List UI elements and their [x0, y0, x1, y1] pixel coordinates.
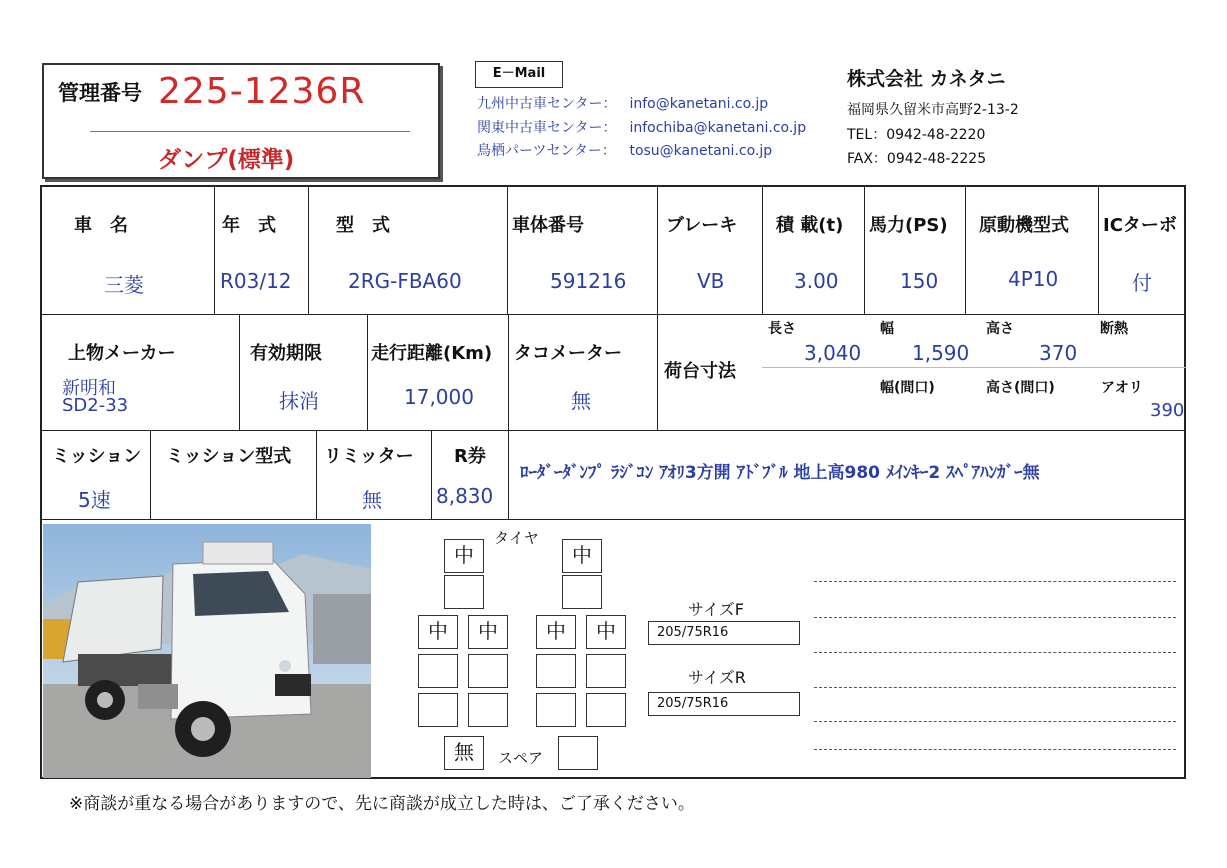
memo-line — [814, 721, 1176, 722]
truck-photo-image — [43, 524, 371, 778]
email-header: E－Mail — [475, 61, 563, 88]
bed-height-label: 高さ — [986, 321, 1014, 337]
company-tel: TEL：0942-48-2220 — [847, 127, 986, 143]
value-body-maker: 新明和 — [62, 378, 116, 399]
bed-length: 3,040 — [804, 341, 862, 365]
tire-rear2-right-outer — [586, 654, 626, 688]
email-center-name: 関東中古車センター： — [477, 120, 617, 136]
header-car-name: 車 名 — [74, 215, 128, 236]
col-divider — [508, 430, 509, 519]
col-divider — [1098, 187, 1099, 314]
tire-front-right-lower — [562, 575, 602, 609]
size-rear-label: サイズR — [688, 668, 746, 687]
bed-length-label: 長さ — [768, 321, 796, 337]
size-front-label: サイズF — [688, 600, 744, 619]
email-center-name: 九州中古車センター： — [477, 96, 617, 112]
header-tachometer: タコメーター — [514, 343, 622, 364]
memo-line — [814, 652, 1176, 653]
col-divider — [657, 314, 658, 430]
tire-rear3-left-outer — [418, 693, 458, 727]
col-divider — [431, 430, 432, 519]
spec-table — [40, 185, 1186, 779]
header-ic-turbo: ICターボ — [1103, 215, 1177, 236]
management-number-label: 管理番号 — [58, 81, 142, 105]
truck-photo — [43, 524, 371, 778]
value-capacity: 3.00 — [794, 269, 839, 293]
bed-aori: 390 — [1150, 400, 1185, 421]
header-transmission: ミッション — [52, 446, 142, 467]
tire-front-left-lower — [444, 575, 484, 609]
col-divider — [864, 187, 865, 314]
company-name: 株式会社 カネタニ — [847, 68, 1006, 90]
header-capacity: 積 載(t) — [776, 215, 844, 236]
bed-height: 370 — [1039, 341, 1078, 365]
col-divider — [367, 314, 368, 430]
tire-rear3-left-inner — [468, 693, 508, 727]
email-row-kyushu — [477, 93, 768, 113]
bed-height-open-label: 高さ(間口) — [986, 380, 1055, 396]
tire-rear-right-outer: 中 — [586, 615, 626, 649]
tire-rear2-left-inner — [468, 654, 508, 688]
memo-line — [814, 617, 1176, 618]
tire-label: タイヤ — [494, 529, 539, 547]
row-divider — [42, 430, 1186, 431]
header-year: 年 式 — [222, 215, 276, 236]
tire-rear-right-inner: 中 — [536, 615, 576, 649]
value-body-model: SD2-33 — [62, 395, 129, 416]
col-divider — [308, 187, 309, 314]
col-divider — [316, 430, 317, 519]
bed-width-label: 幅 — [880, 321, 894, 337]
value-year: R03/12 — [220, 269, 292, 293]
email-address[interactable]: info@kanetani.co.jp — [629, 96, 769, 112]
value-limiter: 無 — [362, 488, 382, 512]
value-r-ken: 8,830 — [436, 484, 494, 508]
footer-notice: ※商談が重なる場合がありますので、先に商談が成立した時は、ご了承ください。 — [69, 794, 695, 814]
value-expiry: 抹消 — [279, 389, 319, 413]
bed-dimensions-label: 荷台寸法 — [664, 361, 736, 382]
tire-front-left: 中 — [444, 539, 484, 573]
bed-width-open-label: 幅(間口) — [880, 380, 935, 396]
company-fax: FAX：0942-48-2225 — [847, 151, 987, 167]
header-body-maker: 上物メーカー — [68, 343, 176, 364]
management-number-box — [42, 63, 440, 179]
header-expiry: 有効期限 — [250, 343, 322, 364]
bed-width: 1,590 — [912, 341, 970, 365]
email-row-kanto — [477, 117, 806, 137]
body-type: ダンプ(標準) — [158, 147, 295, 173]
tire-rear2-left-outer — [418, 654, 458, 688]
email-center-name: 鳥栖パーツセンター： — [477, 143, 616, 159]
col-divider — [214, 187, 215, 314]
header-brake: ブレーキ — [666, 215, 738, 236]
value-chassis: 591216 — [550, 269, 627, 293]
header-mileage: 走行距離(Km) — [371, 343, 493, 364]
tire-rear-left-outer: 中 — [418, 615, 458, 649]
col-divider — [657, 187, 658, 314]
value-transmission: 5速 — [78, 488, 111, 512]
value-engine: 4P10 — [1008, 267, 1059, 291]
bed-divider — [762, 367, 1186, 368]
tire-spare-2 — [558, 736, 598, 770]
memo-line — [814, 687, 1176, 688]
management-number: 225-1236R — [158, 71, 366, 112]
bed-aori-label: アオリ — [1101, 380, 1143, 396]
header-limiter: リミッター — [324, 446, 414, 467]
memo-line — [814, 581, 1176, 582]
tire-rear-left-inner: 中 — [468, 615, 508, 649]
header-r-ken: R券 — [454, 446, 486, 467]
value-horsepower: 150 — [900, 269, 939, 293]
tire-front-right: 中 — [562, 539, 602, 573]
value-tachometer: 無 — [571, 389, 591, 413]
size-rear-value: 205/75R16 — [648, 692, 800, 716]
header-model: 型 式 — [336, 215, 390, 236]
row-divider — [42, 519, 1186, 520]
tire-rear3-right-inner — [536, 693, 576, 727]
value-car-name: 三菱 — [104, 273, 144, 297]
email-row-tosu — [477, 140, 772, 160]
notes: ﾛｰﾀﾞｰﾀﾞﾝﾌﾟ ﾗｼﾞｺﾝ ｱｵﾘ3方開 ｱﾄﾞﾌﾞﾙ 地上高980 ﾒｲﾝｷｰ2 ｽﾍﾟｱﾊﾝｶﾞｰ無 — [520, 463, 1040, 483]
email-address[interactable]: tosu@kanetani.co.jp — [629, 143, 773, 159]
col-divider — [965, 187, 966, 314]
header-engine: 原動機型式 — [979, 215, 1069, 236]
value-ic-turbo: 付 — [1132, 271, 1152, 295]
value-brake: VB — [697, 269, 725, 293]
row-divider — [42, 314, 1186, 315]
col-divider — [507, 187, 508, 314]
company-address: 福岡県久留米市高野2-13-2 — [847, 102, 1019, 118]
value-mileage: 17,000 — [404, 385, 474, 409]
col-divider — [508, 314, 509, 430]
header-chassis: 車体番号 — [512, 215, 584, 236]
header-horsepower: 馬力(PS) — [869, 215, 948, 236]
col-divider — [150, 430, 151, 519]
header-transmission-type: ミッション型式 — [166, 446, 292, 467]
bed-insulation-label: 断熱 — [1100, 321, 1128, 337]
memo-line — [814, 749, 1176, 750]
tire-rear3-right-outer — [586, 693, 626, 727]
email-address[interactable]: infochiba@kanetani.co.jp — [629, 120, 807, 136]
value-model: 2RG-FBA60 — [348, 269, 462, 293]
tire-spare: 無 — [444, 736, 484, 770]
spare-label: スペア — [498, 749, 544, 767]
size-front-value: 205/75R16 — [648, 621, 800, 645]
col-divider — [239, 314, 240, 430]
col-divider — [762, 187, 763, 314]
tire-rear2-right-inner — [536, 654, 576, 688]
divider — [90, 131, 410, 132]
